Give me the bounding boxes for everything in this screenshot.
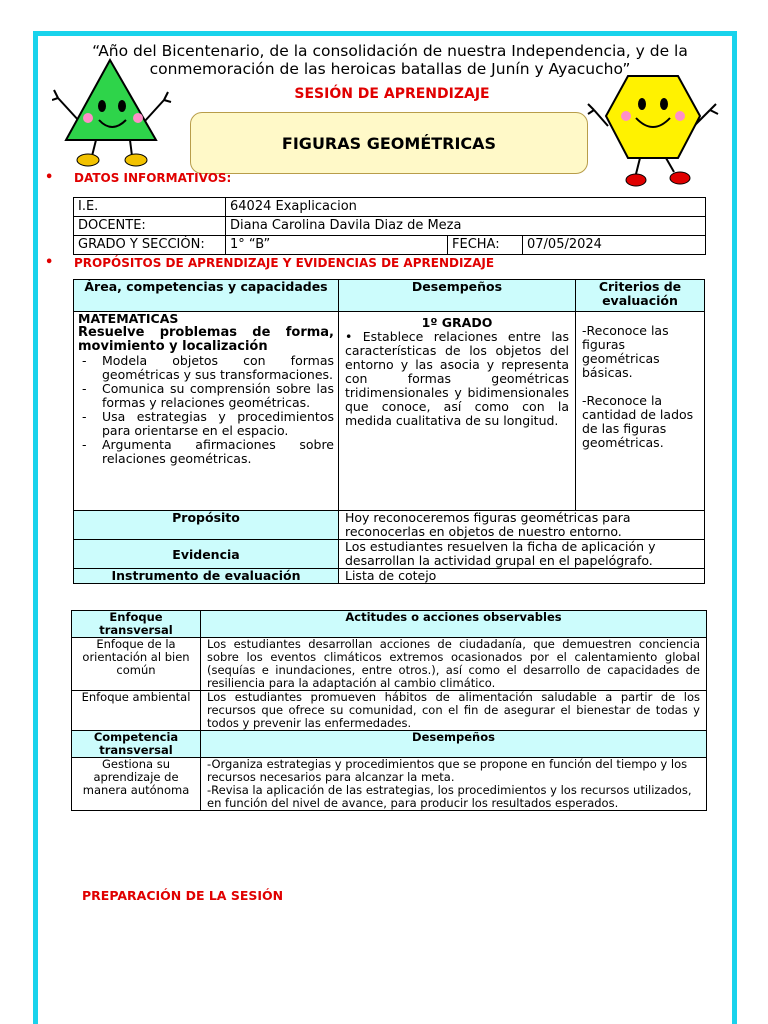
competencia-text: Resuelve problemas de forma, movimiento y localización: [78, 325, 334, 354]
topic-title: [190, 112, 588, 174]
enfoque-name: Enfoque de la orientación al bien común: [72, 638, 201, 691]
list-item: - Modela objetos con formas geométricas y sus transformaciones.: [78, 354, 334, 382]
instrumento-value: Lista de cotejo: [339, 569, 705, 584]
desempeno-text: • Establece relaciones entre las características de los objetos del entorno y las asocia y representa con formas geométricas tridimensionales y bidimensionales que conoce, así como con la medida cualitativa de su longitud.: [345, 329, 569, 428]
table-row: [74, 280, 705, 312]
competencia-name: Gestiona su aprendizaje de manera autónoma: [72, 758, 201, 811]
table-row: [74, 569, 705, 584]
docente-value: Diana Carolina Davila Diaz de Meza: [226, 217, 706, 236]
capacidades-list: [78, 354, 334, 466]
table-row: [74, 217, 706, 236]
criterio-1: -Reconoce las figuras geométricas básicas.: [582, 323, 669, 380]
bullet-icon: •: [45, 170, 54, 185]
table-row: [72, 758, 707, 811]
col-area-header: Área, competencias y capacidades: [74, 280, 339, 312]
grado-label: GRADO Y SECCIÓN:: [74, 236, 226, 255]
desempeno-cell: [339, 312, 576, 511]
table-row: [74, 198, 706, 217]
criterio-2: -Reconoce la cantidad de lados de las figuras geométricas.: [582, 393, 694, 450]
area-cell: [74, 312, 339, 511]
fecha-label: FECHA:: [448, 236, 523, 255]
grado-heading: 1º GRADO: [421, 315, 493, 330]
col-competencia-header: Competencia transversal: [72, 731, 201, 758]
list-item: - Argumenta afirmaciones sobre relaciones geométricas.: [78, 438, 334, 466]
table-row: [74, 312, 705, 511]
evidencia-label: Evidencia: [74, 540, 339, 569]
table-row: [74, 511, 705, 540]
competencia-desempenos: [201, 758, 707, 811]
enfoque-name: Enfoque ambiental: [72, 691, 201, 731]
col-enfoque-header: Enfoque transversal: [72, 611, 201, 638]
header-quote: “Año del Bicentenario, de la consolidación de nuestra Independencia, y de la conmemoración de las heroicas batallas de Junín y Ayacucho”: [92, 42, 688, 78]
datos-table: [73, 197, 706, 255]
propositos-heading: [45, 255, 495, 270]
competencia-line: -Revisa la aplicación de las estrategias, los procedimientos y los recursos utilizados, en función del nivel de avance, para producir los resultados esperados.: [207, 783, 692, 810]
proposito-label: Propósito: [74, 511, 339, 540]
table-row: [72, 611, 707, 638]
grado-value: 1° “B”: [226, 236, 448, 255]
topic-title-text: FIGURAS GEOMÉTRICAS: [281, 133, 497, 153]
enfoque-text: Los estudiantes promueven hábitos de alimentación saludable a partir de los recursos que ofrece su comunidad, con el fin de asegurar el bienestar de todas y todos y prevenir las enfermedades.: [201, 691, 707, 731]
list-item: - Comunica su comprensión sobre las formas y relaciones geométricas.: [78, 382, 334, 410]
instrumento-label: Instrumento de evaluación: [74, 569, 339, 584]
propositos-heading-text: PROPÓSITOS DE APRENDIZAJE Y EVIDENCIAS DE APRENDIZAJE: [74, 256, 495, 270]
table-row: [72, 691, 707, 731]
datos-heading: [45, 170, 232, 185]
propositos-table: [73, 279, 705, 584]
table-row: [72, 731, 707, 758]
col-desempenos-header: Desempeños: [339, 280, 576, 312]
enfoque-text: Los estudiantes desarrollan acciones de ciudadanía, que demuestren conciencia sobre los eventos climáticos extremos ocasionados por el calentamiento global (sequías e inundaciones, entre otros.), así como el desarrollo de capacidades de resiliencia para la adaptación al cambio climático.: [201, 638, 707, 691]
col-actitudes-header: Actitudes o acciones observables: [201, 611, 707, 638]
table-row: [74, 236, 706, 255]
fecha-value: 07/05/2024: [523, 236, 706, 255]
ie-value: 64024 Exaplicacion: [226, 198, 706, 217]
list-item: - Usa estrategias y procedimientos para orientarse en el espacio.: [78, 410, 334, 438]
proposito-value: Hoy reconoceremos figuras geométricas para reconocerlas en objetos de nuestro entorno.: [339, 511, 705, 540]
table-row: [74, 540, 705, 569]
col-criterios-header: Criterios de evaluación: [576, 280, 705, 312]
criterios-cell: [576, 312, 705, 511]
preparacion-heading: PREPARACIÓN DE LA SESIÓN: [82, 888, 284, 903]
hexagon-mascot-icon: [586, 72, 720, 188]
enfoques-table: [71, 610, 707, 811]
session-title: SESIÓN DE APRENDIZAJE: [294, 86, 490, 102]
docente-label: DOCENTE:: [74, 217, 226, 236]
evidencia-value: Los estudiantes resuelven la ficha de aplicación y desarrollan la actividad grupal en el papelógrafo.: [339, 540, 705, 569]
competencia-line: -Organiza estrategias y procedimientos que se propone en función del tiempo y los recursos necesarios para alcanzar la meta.: [207, 757, 688, 784]
datos-heading-text: DATOS INFORMATIVOS:: [74, 171, 232, 185]
ie-label: I.E.: [74, 198, 226, 217]
area-title: MATEMATICAS: [78, 311, 179, 326]
col-desempenos-header: Desempeños: [201, 731, 707, 758]
bullet-icon: •: [45, 255, 54, 270]
table-row: [72, 638, 707, 691]
